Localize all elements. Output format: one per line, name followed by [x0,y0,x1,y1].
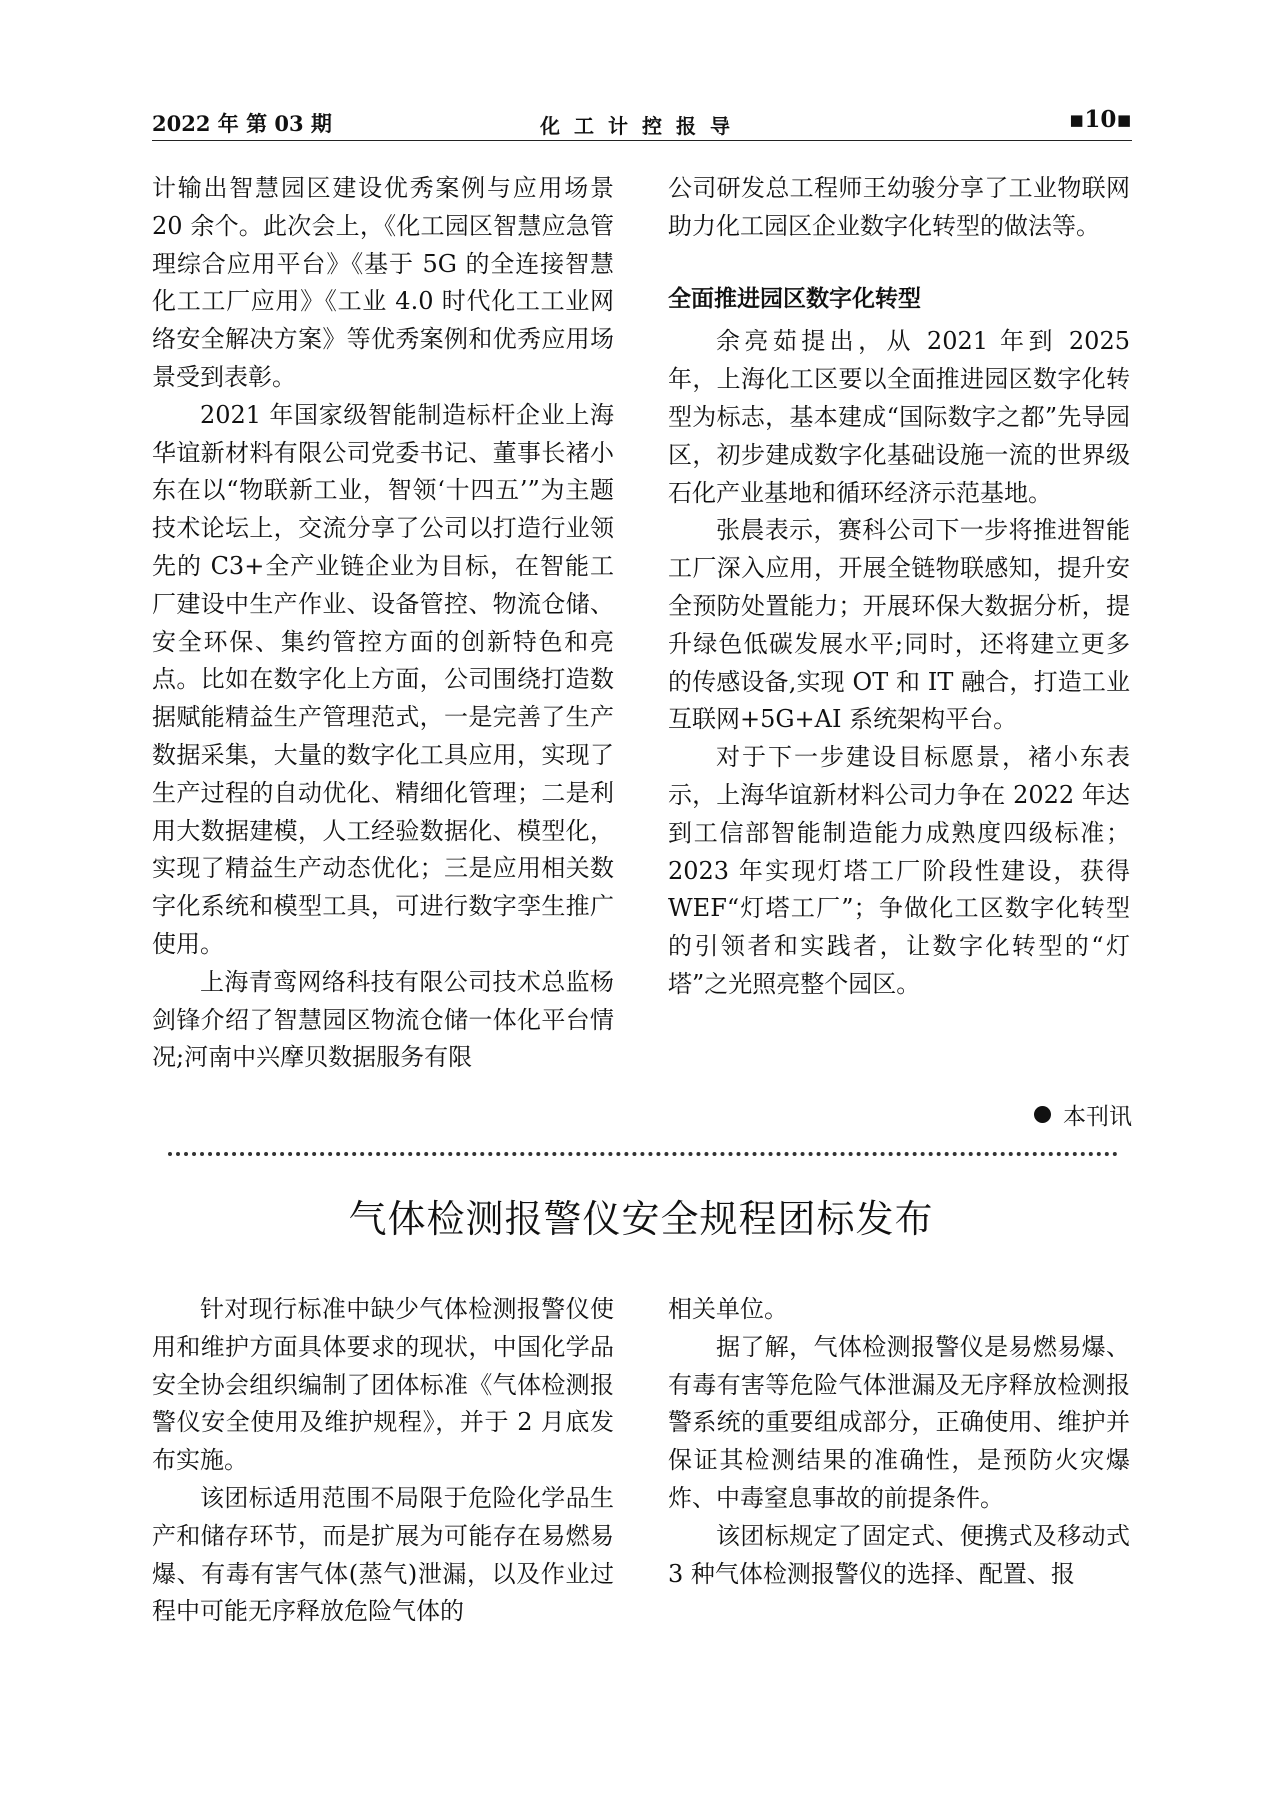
article-title: 气体检测报警仪安全规程团标发布 [348,1197,934,1241]
source-label: 本刊讯 [1063,1104,1132,1130]
paragraph: 公司研发总工程师王幼骏分享了工业物联网助力化工园区企业数字化转型的做法等。 [668,174,1130,240]
section-subheading: 全面推进园区数字化转型 [668,285,921,312]
paragraph: 该团标适用范围不局限于危险化学品生产和储存环节，而是扩展为可能存在易燃易爆、有毒有害气体(蒸气)泄漏，以及作业过程中可能无序释放危险气体的 [152,1483,614,1626]
page-header [152,104,1132,141]
page-number: ▪10▪ [1068,106,1132,133]
article-source [1034,1098,1132,1131]
paragraph: 张晨表示，赛科公司下一步将推进智能工厂深入应用，开展全链物联感知，提升安全预防处置能力；开展环保大数据分析，提升绿色低碳发展水平;同时，还将建立更多的传感设备,实现 OT 和 IT 融合，打造工业互联网+5G+AI 系统架构平台。 [668,516,1130,734]
paragraph: 针对现行标准中缺少气体检测报警仪使用和维护方面具体要求的现状，中国化学品安全协会组织编制了团体标准《气体检测报警仪安全使用及维护规程》，并于 2 月底发布实施。 [152,1295,614,1475]
section-divider [168,1152,1118,1156]
journal-name: 化工计控报导 [540,114,744,138]
paragraph: 上海青鸾网络科技有限公司技术总监杨剑锋介绍了智慧园区物流仓储一体化平台情况;河南中兴摩贝数据服务有限 [152,967,614,1072]
paragraph: 该团标规定了固定式、便携式及移动式 3 种气体检测报警仪的选择、配置、报 [668,1521,1130,1588]
bullet-icon [1034,1106,1051,1123]
paragraph: 相关单位。 [668,1295,788,1323]
article1-left-column [152,170,614,1077]
article1-right-column [668,170,1130,1004]
article2-right-column [668,1291,1130,1593]
paragraph: 对于下一步建设目标愿景，褚小东表示，上海华谊新材料公司力争在 2022 年达到工信部智能制造能力成熟度四级标准；2023 年实现灯塔工厂阶段性建设，获得 WEF“灯塔工厂”；争做化工区数字化转型的引领者和实践者，让数字化转型的“灯塔”之光照亮整个园区。 [668,743,1130,998]
paragraph: 据了解，气体检测报警仪是易燃易爆、有毒有害等危险气体泄漏及无序释放检测报警系统的重要组成部分，正确使用、维护并保证其检测结果的准确性，是预防火灾爆炸、中毒窒息事故的前提条件。 [668,1332,1130,1512]
paragraph: 计输出智慧园区建设优秀案例与应用场景 20 余个。此次会上，《化工园区智慧应急管理综合应用平台》《基于 5G 的全连接智慧化工工厂应用》《工业 4.0 时代化工工业网络安全解决方案》等优秀案例和优秀应用场景受到表彰。 [152,174,614,391]
issue-label: 2022 年 第 03 期 [152,111,332,136]
article2-left-column [152,1291,614,1631]
paragraph: 余亮茹提出，从 2021 年到 2025 年，上海化工区要以全面推进园区数字化转型为标志，基本建成“国际数字之都”先导园区，初步建成数字化基础设施一流的世界级石化产业基地和循环经济示范基地。 [668,327,1130,507]
paragraph: 2021 年国家级智能制造标杆企业上海华谊新材料有限公司党委书记、董事长褚小东在以“物联新工业，智领‘十四五’”为主题技术论坛上，交流分享了公司以打造行业领先的 C3+全产业链企业为目标，在智能工厂建设中生产作业、设备管控、物流仓储、安全环保、集约管控方面的创新特色和亮点。比如在数字化上方面，公司围绕打造数据赋能精益生产管理范式，一是完善了生产数据采集，大量的数字化工具应用，实现了生产过程的自动优化、精细化管理；二是利用大数据建模，人工经验数据化、模型化，实现了精益生产动态优化；三是应用相关数字化系统和模型工具，可进行数字孪生推广使用。 [152,400,614,958]
